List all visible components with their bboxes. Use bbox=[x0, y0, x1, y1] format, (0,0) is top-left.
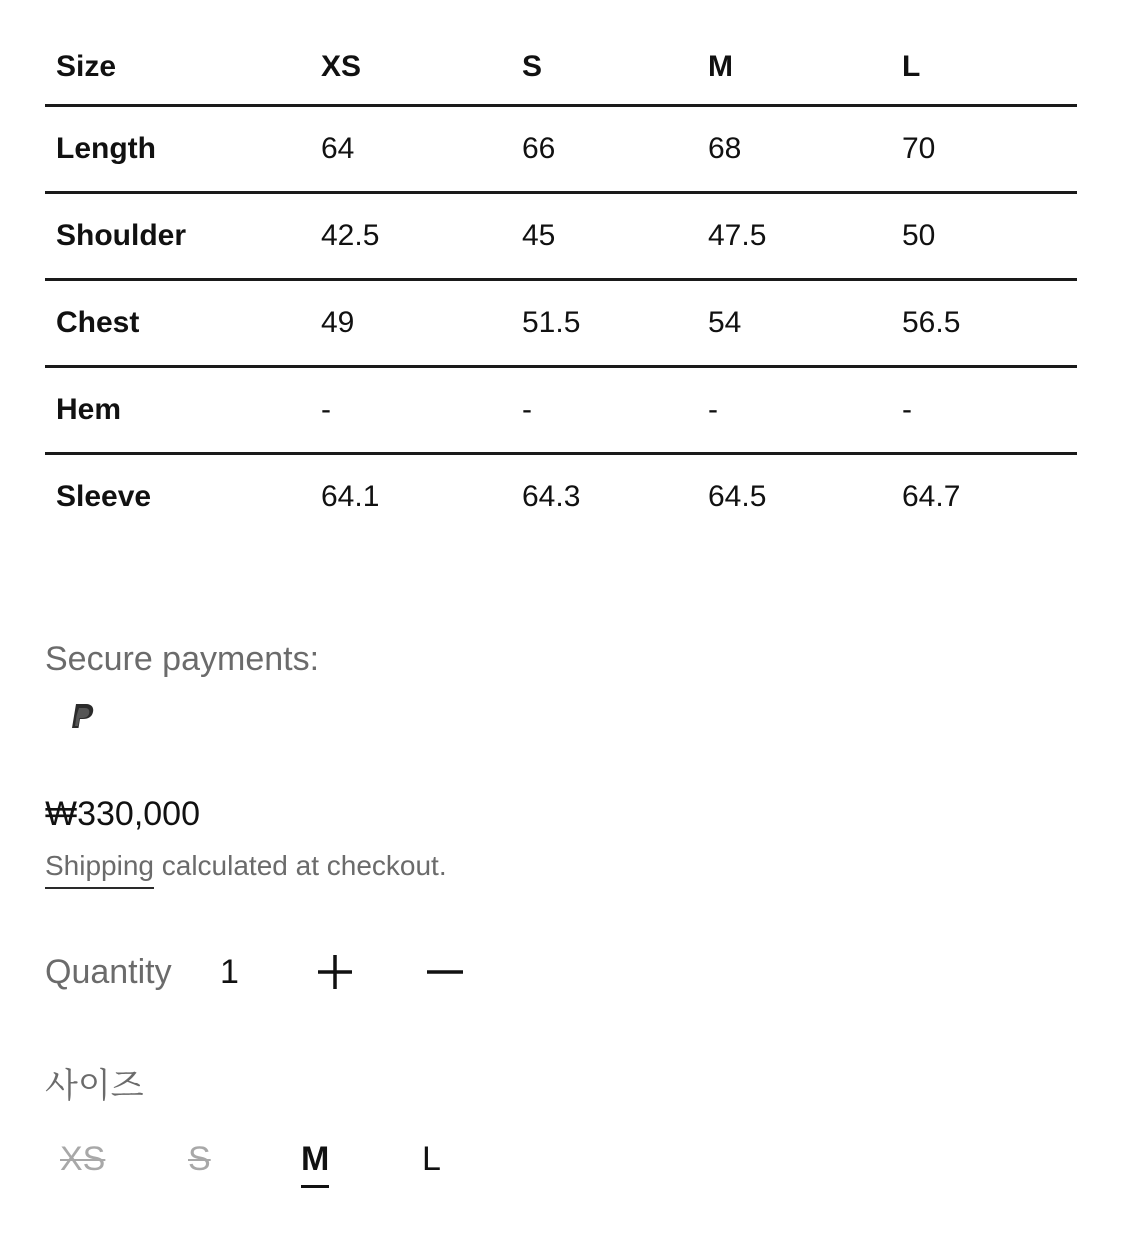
shipping-note bbox=[45, 850, 447, 882]
size-chart-header-m: M bbox=[697, 30, 891, 106]
table-cell: 42.5 bbox=[310, 193, 511, 280]
size-option-l[interactable]: L bbox=[422, 1140, 441, 1185]
size-chart-row-shoulder bbox=[45, 193, 1077, 280]
table-cell: 56.5 bbox=[891, 280, 1077, 367]
table-cell: - bbox=[511, 367, 697, 454]
quantity-label: Quantity bbox=[45, 953, 172, 991]
table-cell: - bbox=[310, 367, 511, 454]
table-cell: 54 bbox=[697, 280, 891, 367]
product-price: ₩330,000 bbox=[45, 795, 200, 833]
table-cell: 49 bbox=[310, 280, 511, 367]
paypal-icon bbox=[68, 702, 96, 732]
table-cell: 66 bbox=[511, 106, 697, 193]
table-cell: 64.7 bbox=[902, 480, 961, 513]
shipping-note-text: calculated at checkout. bbox=[153, 850, 447, 881]
plus-icon bbox=[315, 980, 355, 995]
table-cell: - bbox=[891, 367, 1077, 454]
size-chart-table bbox=[45, 30, 1077, 539]
size-chart-row-chest bbox=[45, 280, 1077, 367]
row-label: Shoulder bbox=[45, 193, 310, 280]
table-cell: 47.5 bbox=[697, 193, 891, 280]
size-chart-header-size: Size bbox=[45, 30, 310, 106]
table-cell: 51.5 bbox=[511, 280, 697, 367]
size-chart-header-s: S bbox=[511, 30, 697, 106]
size-chart-header-row bbox=[45, 30, 1077, 106]
table-cell: 50 bbox=[891, 193, 1077, 280]
size-chart-row-length bbox=[45, 106, 1077, 193]
minus-icon bbox=[425, 980, 465, 995]
row-label: Chest bbox=[45, 280, 310, 367]
table-cell: 64.5 bbox=[708, 480, 767, 513]
secure-payments-label: Secure payments: bbox=[45, 640, 320, 678]
size-chart-row-sleeve bbox=[45, 454, 1077, 540]
size-option-m[interactable]: M bbox=[301, 1140, 329, 1188]
size-option-xs[interactable]: XS bbox=[60, 1140, 105, 1185]
size-selector-heading: 사이즈 bbox=[45, 1067, 144, 1105]
row-label: Sleeve bbox=[56, 480, 152, 513]
table-cell: 64 bbox=[310, 106, 511, 193]
table-cell: 45 bbox=[511, 193, 697, 280]
shipping-policy-link[interactable]: Shipping bbox=[45, 850, 154, 889]
table-cell: 64.1 bbox=[321, 480, 380, 513]
row-label: Hem bbox=[45, 367, 310, 454]
size-chart-row-hem bbox=[45, 367, 1077, 454]
size-option-s[interactable]: S bbox=[188, 1140, 211, 1185]
table-cell: 64.3 bbox=[522, 480, 581, 513]
quantity-value: 1 bbox=[220, 953, 239, 991]
quantity-decrease-button[interactable] bbox=[425, 952, 465, 992]
table-cell: - bbox=[697, 367, 891, 454]
table-cell: 68 bbox=[697, 106, 891, 193]
size-chart-header-xs: XS bbox=[310, 30, 511, 106]
row-label: Length bbox=[45, 106, 310, 193]
size-chart-header-l: L bbox=[891, 30, 1077, 106]
quantity-increase-button[interactable] bbox=[315, 952, 355, 992]
table-cell: 70 bbox=[891, 106, 1077, 193]
